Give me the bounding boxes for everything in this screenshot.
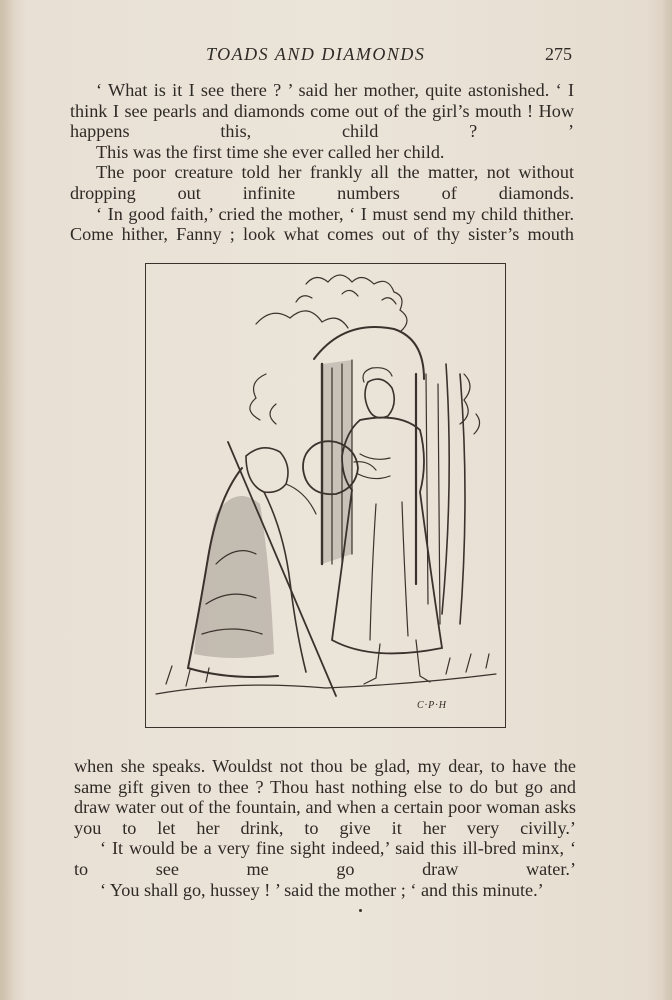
artist-signature: C·P·H <box>417 700 447 711</box>
paragraph: ‘ You shall go, hussey ! ’ said the mother ; ‘ and this minute.’ <box>100 879 544 900</box>
paragraph: ‘ What is it I see there ? ’ said her mother, quite astonished. ‘ I think I see pearls and diamonds come out of the girl’s mouth ! How happens this, child ? ’ <box>70 80 574 142</box>
body-text-top <box>70 80 574 245</box>
page-header <box>70 44 574 68</box>
page-edge-shadow <box>662 0 672 1000</box>
illustration <box>145 263 506 728</box>
paragraph: This was the first time she ever called her child. <box>96 141 445 162</box>
body-text-bottom <box>74 756 576 900</box>
paragraph: The poor creature told her frankly all the matter, not without dropping out infinite numbers of diamonds. <box>70 162 574 203</box>
printer-mark <box>359 909 362 912</box>
illustration-drawing <box>146 264 504 726</box>
page-number: 275 <box>545 44 572 64</box>
paragraph: when she speaks. Wouldst not thou be glad, my dear, to have the same gift given to thee ? Thou hast nothing else to do but go and draw water out of the fountain, and when a certain poor woman asks you to let her drink, to give it her very civilly.’ <box>74 756 576 838</box>
running-title: TOADS AND DIAMONDS <box>206 44 426 64</box>
page-edge-shadow <box>0 0 14 1000</box>
paragraph: ‘ In good faith,’ cried the mother, ‘ I must send my child thither. Come hither, Fanny ; look what comes out of thy sister’s mouth <box>70 203 574 245</box>
paragraph: ‘ It would be a very fine sight indeed,’ said this ill-bred minx, ‘ to see me go draw water.’ <box>74 838 576 879</box>
